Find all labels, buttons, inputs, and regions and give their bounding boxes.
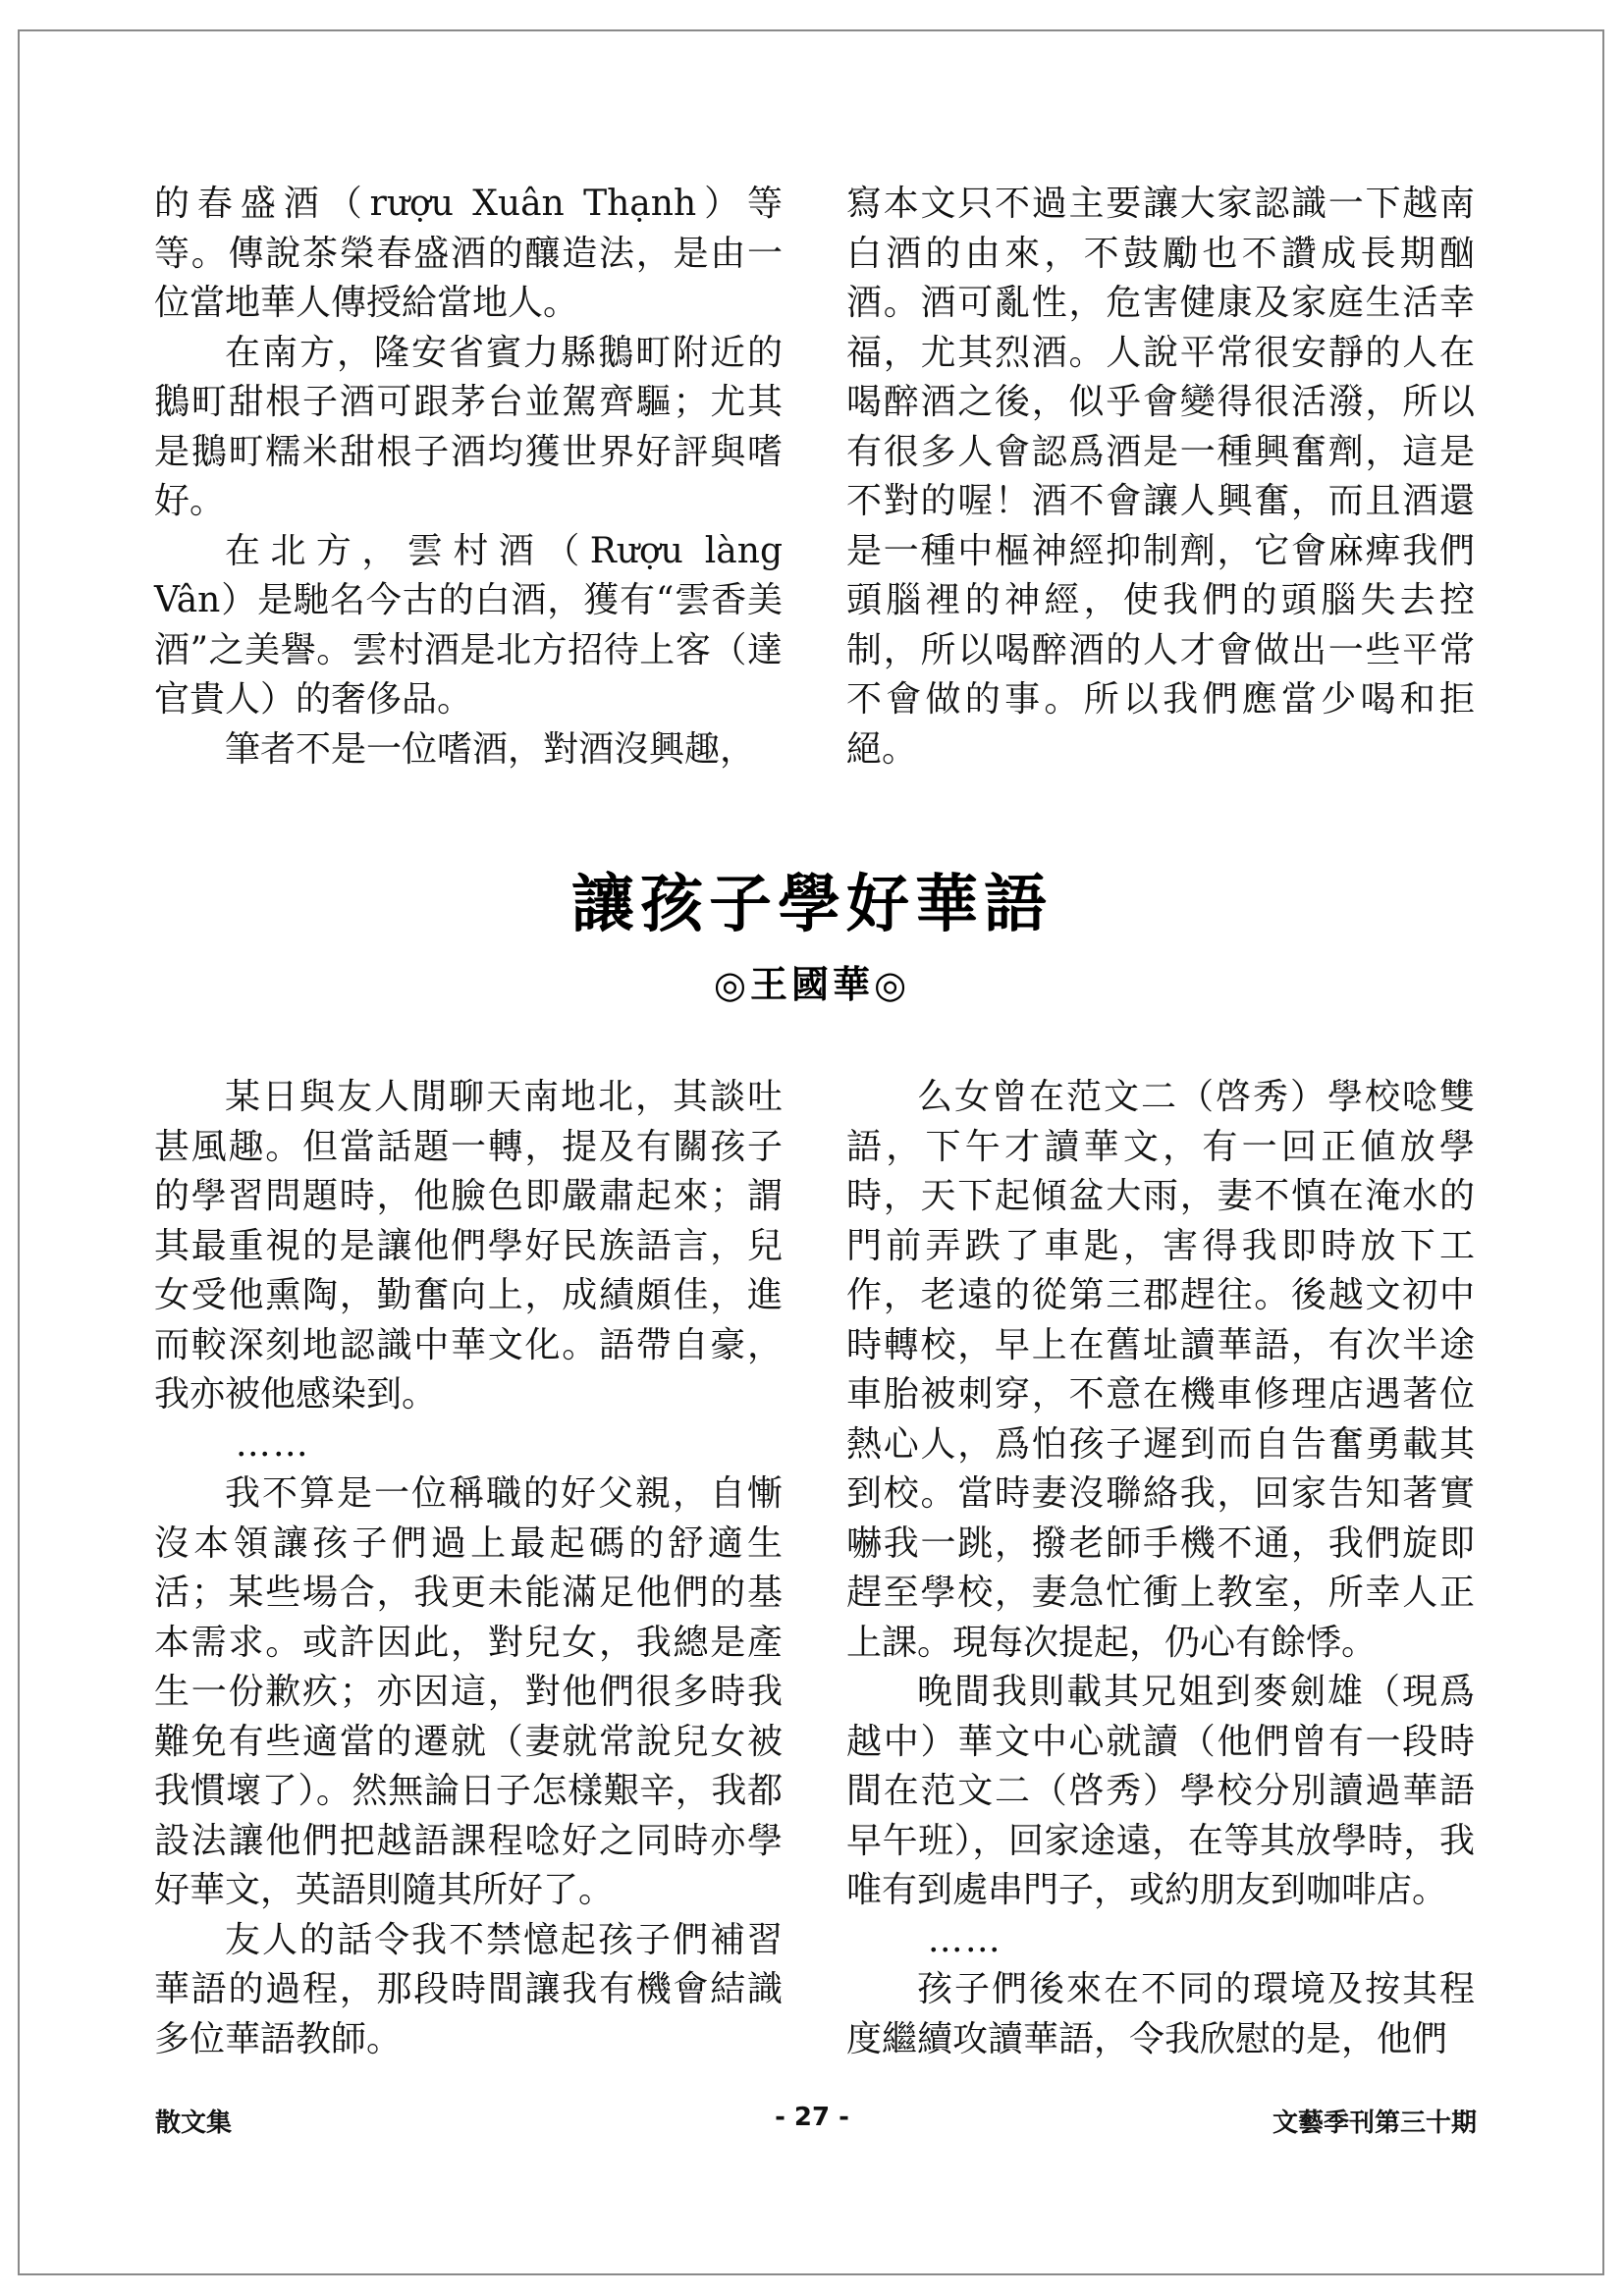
- article-column-left: [154, 1073, 783, 2064]
- article-title: 讓孩子學好華語: [571, 868, 1053, 941]
- article-column-right: [846, 1073, 1475, 2064]
- prev-article-column-left: [154, 180, 783, 774]
- paragraph: 我不算是一位稱職的好父親，自慚沒本領讓孩子們過上最起碼的舒適生活；某些場合，我更未能滿足他們的基本需求。或許因此，對兒女，我總是產生一份歉疚；亦因這，對他們很多時我難免有些適當的遷就（妻就常說兒女被我慣壞了）。然無論日子怎樣艱辛，我都設法讓他們把越語課程唸好之同時亦學好華文，英語則隨其所好了。: [154, 1473, 783, 1910]
- prev-article-column-right: [846, 180, 1475, 774]
- paragraph: 在北方，雲村酒（Rượu làng Vân）是馳名今古的白酒，獲有“雲香美酒”之美譽。雲村酒是北方招待上客（達官貴人）的奢侈品。: [154, 530, 783, 720]
- ellipsis-separator: ……: [235, 1423, 310, 1465]
- footer-section-name: 散文集: [155, 2109, 233, 2138]
- footer-page-number: - 27 -: [775, 2103, 849, 2132]
- paragraph: 在南方，隆安省賓力縣鵝町附近的鵝町甜根子酒可跟茅台並駕齊驅；尤其是鵝町糯米甜根子酒均獲世界好評與嗜好。: [154, 332, 783, 521]
- paragraph: 么女曾在范文二（啓秀）學校唸雙語，下午才讀華文，有一回正値放學時，天下起傾盆大雨，妻不慎在淹水的門前弄跌了車匙，害得我即時放下工作，老遠的從第三郡趕往。後越文初中時轉校，早上在舊址讀華語，有次半途車胎被刺穿，不意在機車修理店遇著位熱心人，爲怕孩子遲到而自告奮勇載其到校。當時妻沒聯絡我，回家告知著實嚇我一跳，撥老師手機不通，我們旋即趕至學校，妻急忙衝上教室，所幸人正上課。現每次提起，仍心有餘悸。: [846, 1077, 1475, 1663]
- ellipsis-separator: ……: [927, 1919, 1002, 1960]
- paragraph: 的春盛酒（rượu Xuân Thạnh）等等。傳說茶榮春盛酒的釀造法，是由一位當地華人傳授給當地人。: [154, 184, 783, 323]
- paragraph: 孩子們後來在不同的環境及按其程度繼續攻讀華語，令我欣慰的是，他們: [846, 1969, 1475, 2059]
- paragraph: 筆者不是一位嗜酒，對酒沒興趣，: [225, 728, 756, 770]
- paragraph: 寫本文只不過主要讓大家認識一下越南白酒的由來，不鼓勵也不讚成長期酗酒。酒可亂性，危害健康及家庭生活幸福，尤其烈酒。人說平常很安靜的人在喝醉酒之後，似乎會變得很活潑，所以有很多人會認爲酒是一種興奮劑，這是不對的喔！酒不會讓人興奮，而且酒還是一種中樞神經抑制劑，它會麻痺我們頭腦裡的神經，使我們的頭腦失去控制，所以喝醉酒的人才會做出一些平常不會做的事。所以我們應當少喝和拒絕。: [846, 184, 1475, 770]
- paragraph: 友人的話令我不禁憶起孩子們補習華語的過程，那段時間讓我有機會結識多位華語教師。: [154, 1919, 783, 2059]
- paragraph: 晚間我則載其兄姐到麥劍雄（現爲越中）華文中心就讀（他們曾有一段時間在范文二（啓秀）學校分別讀過華語早午班），回家途遠，在等其放學時，我唯有到處串門子，或約朋友到咖啡店。: [846, 1672, 1475, 1910]
- footer-publication: 文藝季刊第三十期: [1272, 2109, 1477, 2138]
- paragraph: 某日與友人閒聊天南地北，其談吐甚風趣。但當話題一轉，提及有關孩子的學習問題時，他臉色即嚴肅起來；謂其最重視的是讓他們學好民族語言，兒女受他熏陶，勤奮向上，成績頗佳，進而較深刻地認識中華文化。語帶自豪，我亦被他感染到。: [154, 1077, 783, 1415]
- article-author: ◎王國華◎: [713, 962, 911, 1006]
